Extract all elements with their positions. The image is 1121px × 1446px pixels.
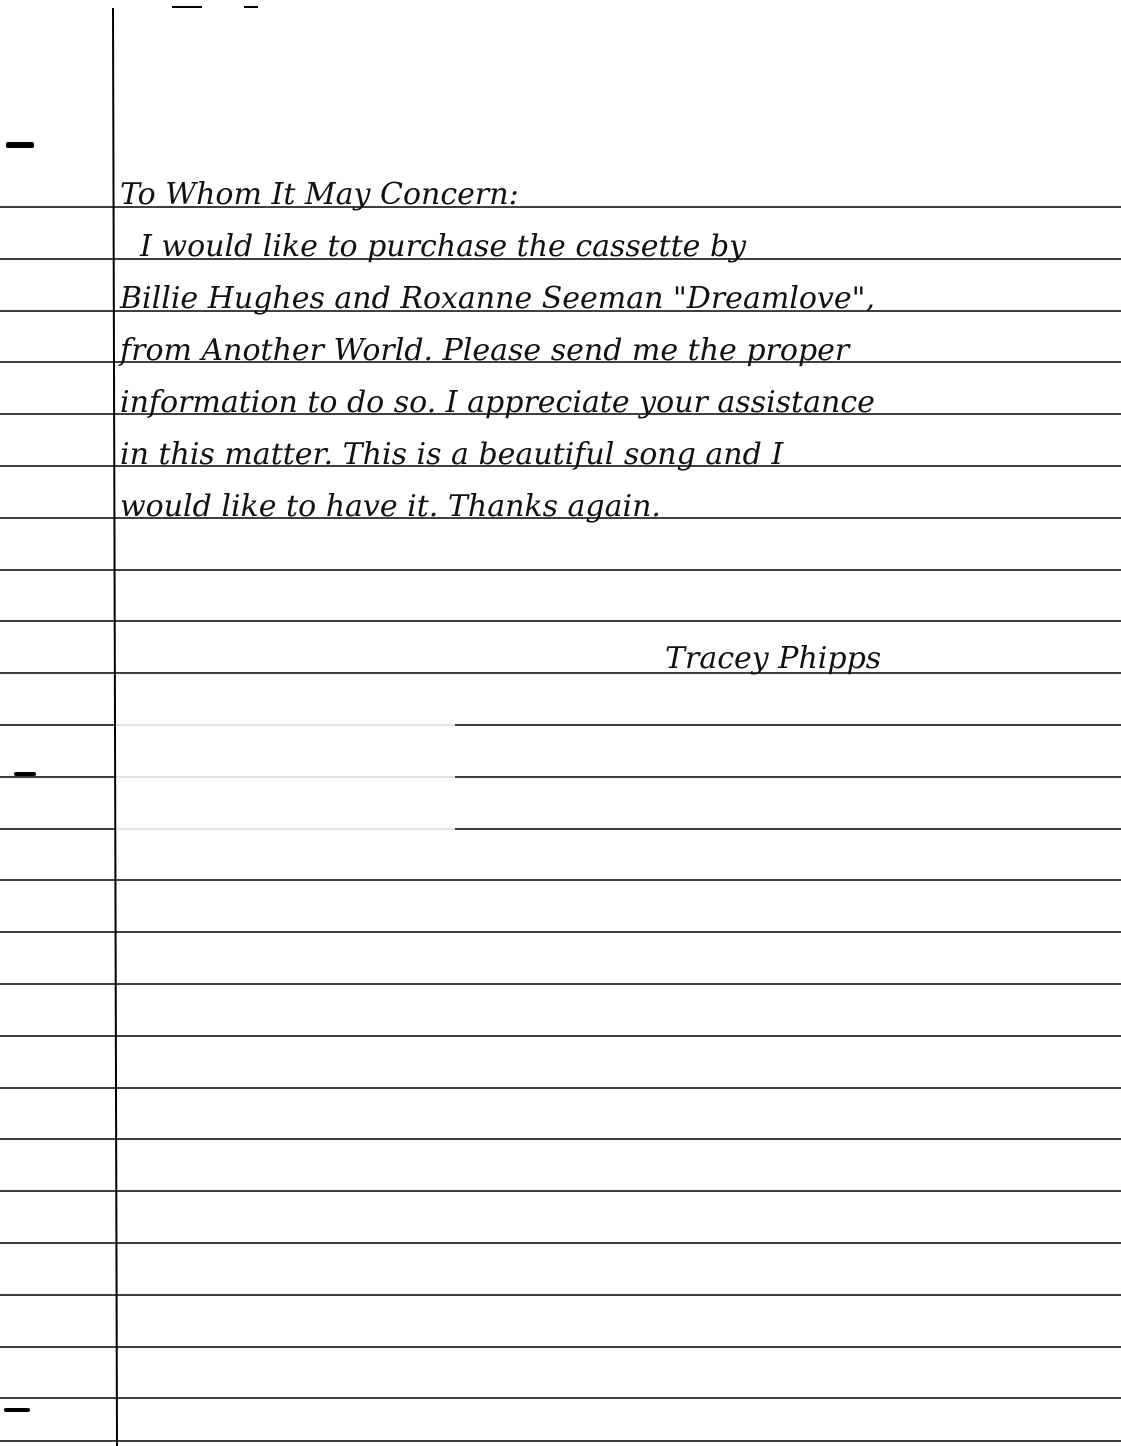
paper-mark — [244, 6, 258, 8]
body-line-2: Billie Hughes and Roxanne Seeman "Dreamlove", — [120, 281, 875, 316]
paper-mark — [172, 6, 202, 8]
paper-speck — [4, 1408, 30, 1412]
salutation-line: To Whom It May Concern: — [120, 177, 519, 212]
body-line-3: from Another World. Please send me the proper — [120, 333, 850, 368]
body-line-1: I would like to purchase the cassette by — [140, 229, 747, 264]
body-line-4: information to do so. I appreciate your assistance — [120, 385, 875, 420]
signature: Tracey Phipps — [665, 641, 882, 676]
paper-speck — [6, 142, 34, 148]
body-line-5: in this matter. This is a beautiful song and I — [120, 437, 784, 472]
faded-area — [115, 690, 455, 850]
body-line-6: would like to have it. Thanks again. — [120, 489, 661, 524]
paper-speck — [14, 772, 36, 776]
